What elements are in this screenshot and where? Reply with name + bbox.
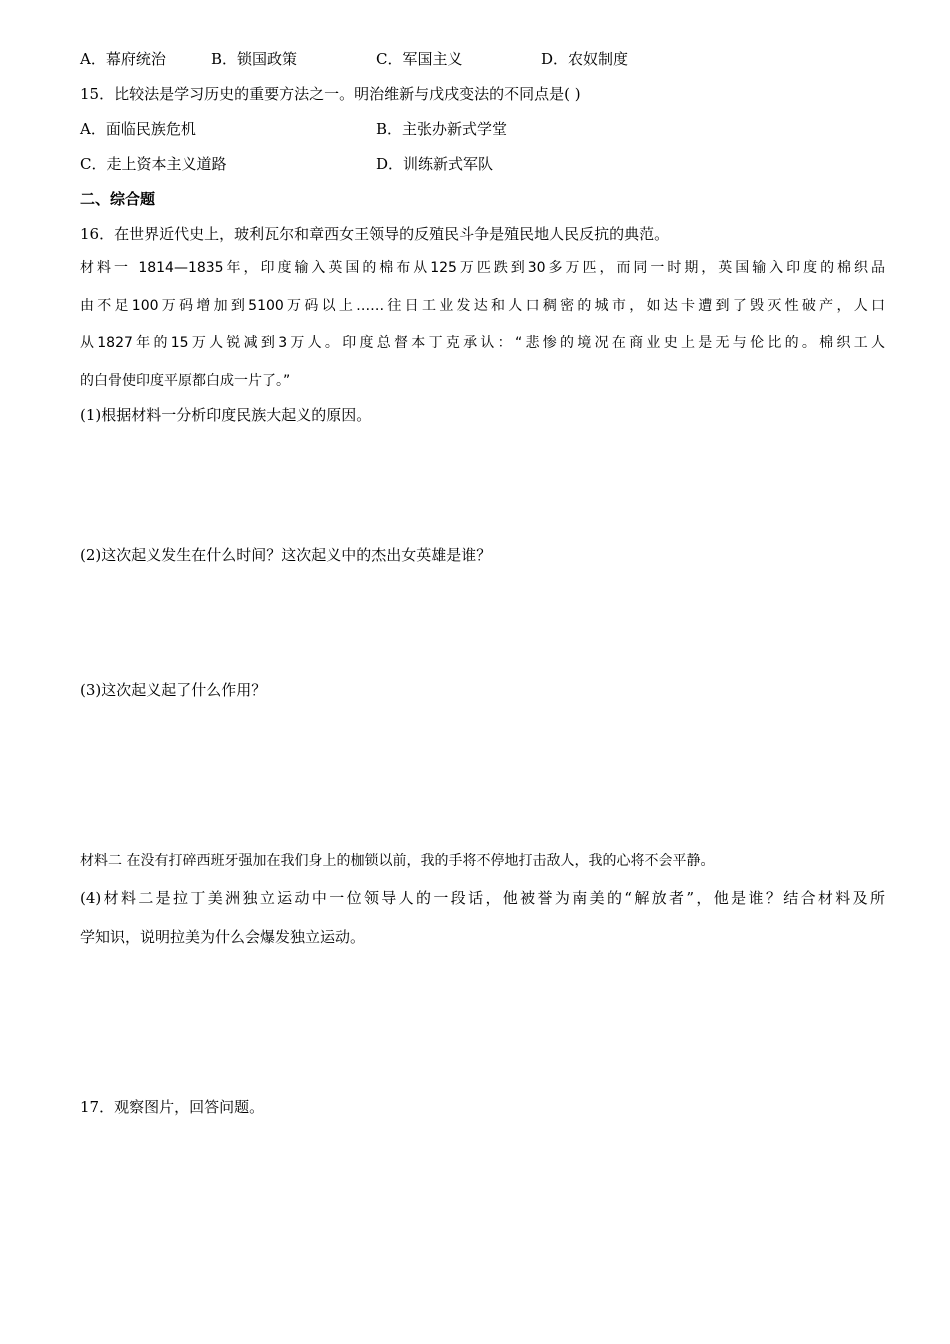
section-heading: 二、综合题 <box>80 190 156 208</box>
q15-option-c: C．走上资本主义道路 <box>80 155 227 173</box>
q16-material1-line: 的白骨使印度平原都白成一片了。” <box>80 373 291 389</box>
q17-stem: 17．观察图片，回答问题。 <box>80 1098 265 1116</box>
q16-sub4-line: 学知识，说明拉美为什么会爆发独立运动。 <box>80 928 366 946</box>
q16-sub4-line: (4)材料二是拉丁美洲独立运动中一位领导人的一段话，他被誉为南美的“解放者”，他是谁？结合材料及所 <box>80 889 885 907</box>
q15-option-a: A．面临民族危机 <box>80 120 196 138</box>
q16-material1-line: 材料一 1814—1835年，印度输入英国的棉布从125万匹跌到30多万匹，而同一时期，英国输入印度的棉织品 <box>80 260 885 276</box>
q16-material1-line: 由不足100万码增加到5100万码以上……往日工业发达和人口稠密的城市，如达卡遭到了毁灭性破产，人口 <box>80 298 885 314</box>
q14-option-c: C．军国主义 <box>376 50 463 68</box>
q16-material1-line: 从1827年的15万人锐减到3万人。印度总督本丁克承认：“悲惨的境况在商业史上是无与伦比的。棉织工人 <box>80 335 885 351</box>
q16-material2: 材料二 在没有打碎西班牙强加在我们身上的枷锁以前，我的手将不停地打击敌人，我的心将不会平静。 <box>80 853 715 869</box>
q16-sub3: (3)这次起义起了什么作用？ <box>80 681 267 699</box>
q15-option-d: D．训练新式军队 <box>376 155 494 173</box>
q16-sub2: (2)这次起义发生在什么时间？这次起义中的杰出女英雄是谁？ <box>80 546 492 564</box>
q14-option-b: B．锁国政策 <box>211 50 298 68</box>
q16-sub1: (1)根据材料一分析印度民族大起义的原因。 <box>80 406 372 424</box>
q16-stem: 16．在世界近代史上，玻利瓦尔和章西女王领导的反殖民斗争是殖民地人民反抗的典范。 <box>80 225 670 243</box>
q14-option-a: A．幕府统治 <box>80 50 166 68</box>
q15-option-b: B．主张办新式学堂 <box>376 120 508 138</box>
q15-stem: 15．比较法是学习历史的重要方法之一。明治维新与戊戌变法的不同点是( ) <box>80 85 581 103</box>
q14-option-d: D．农奴制度 <box>541 50 629 68</box>
